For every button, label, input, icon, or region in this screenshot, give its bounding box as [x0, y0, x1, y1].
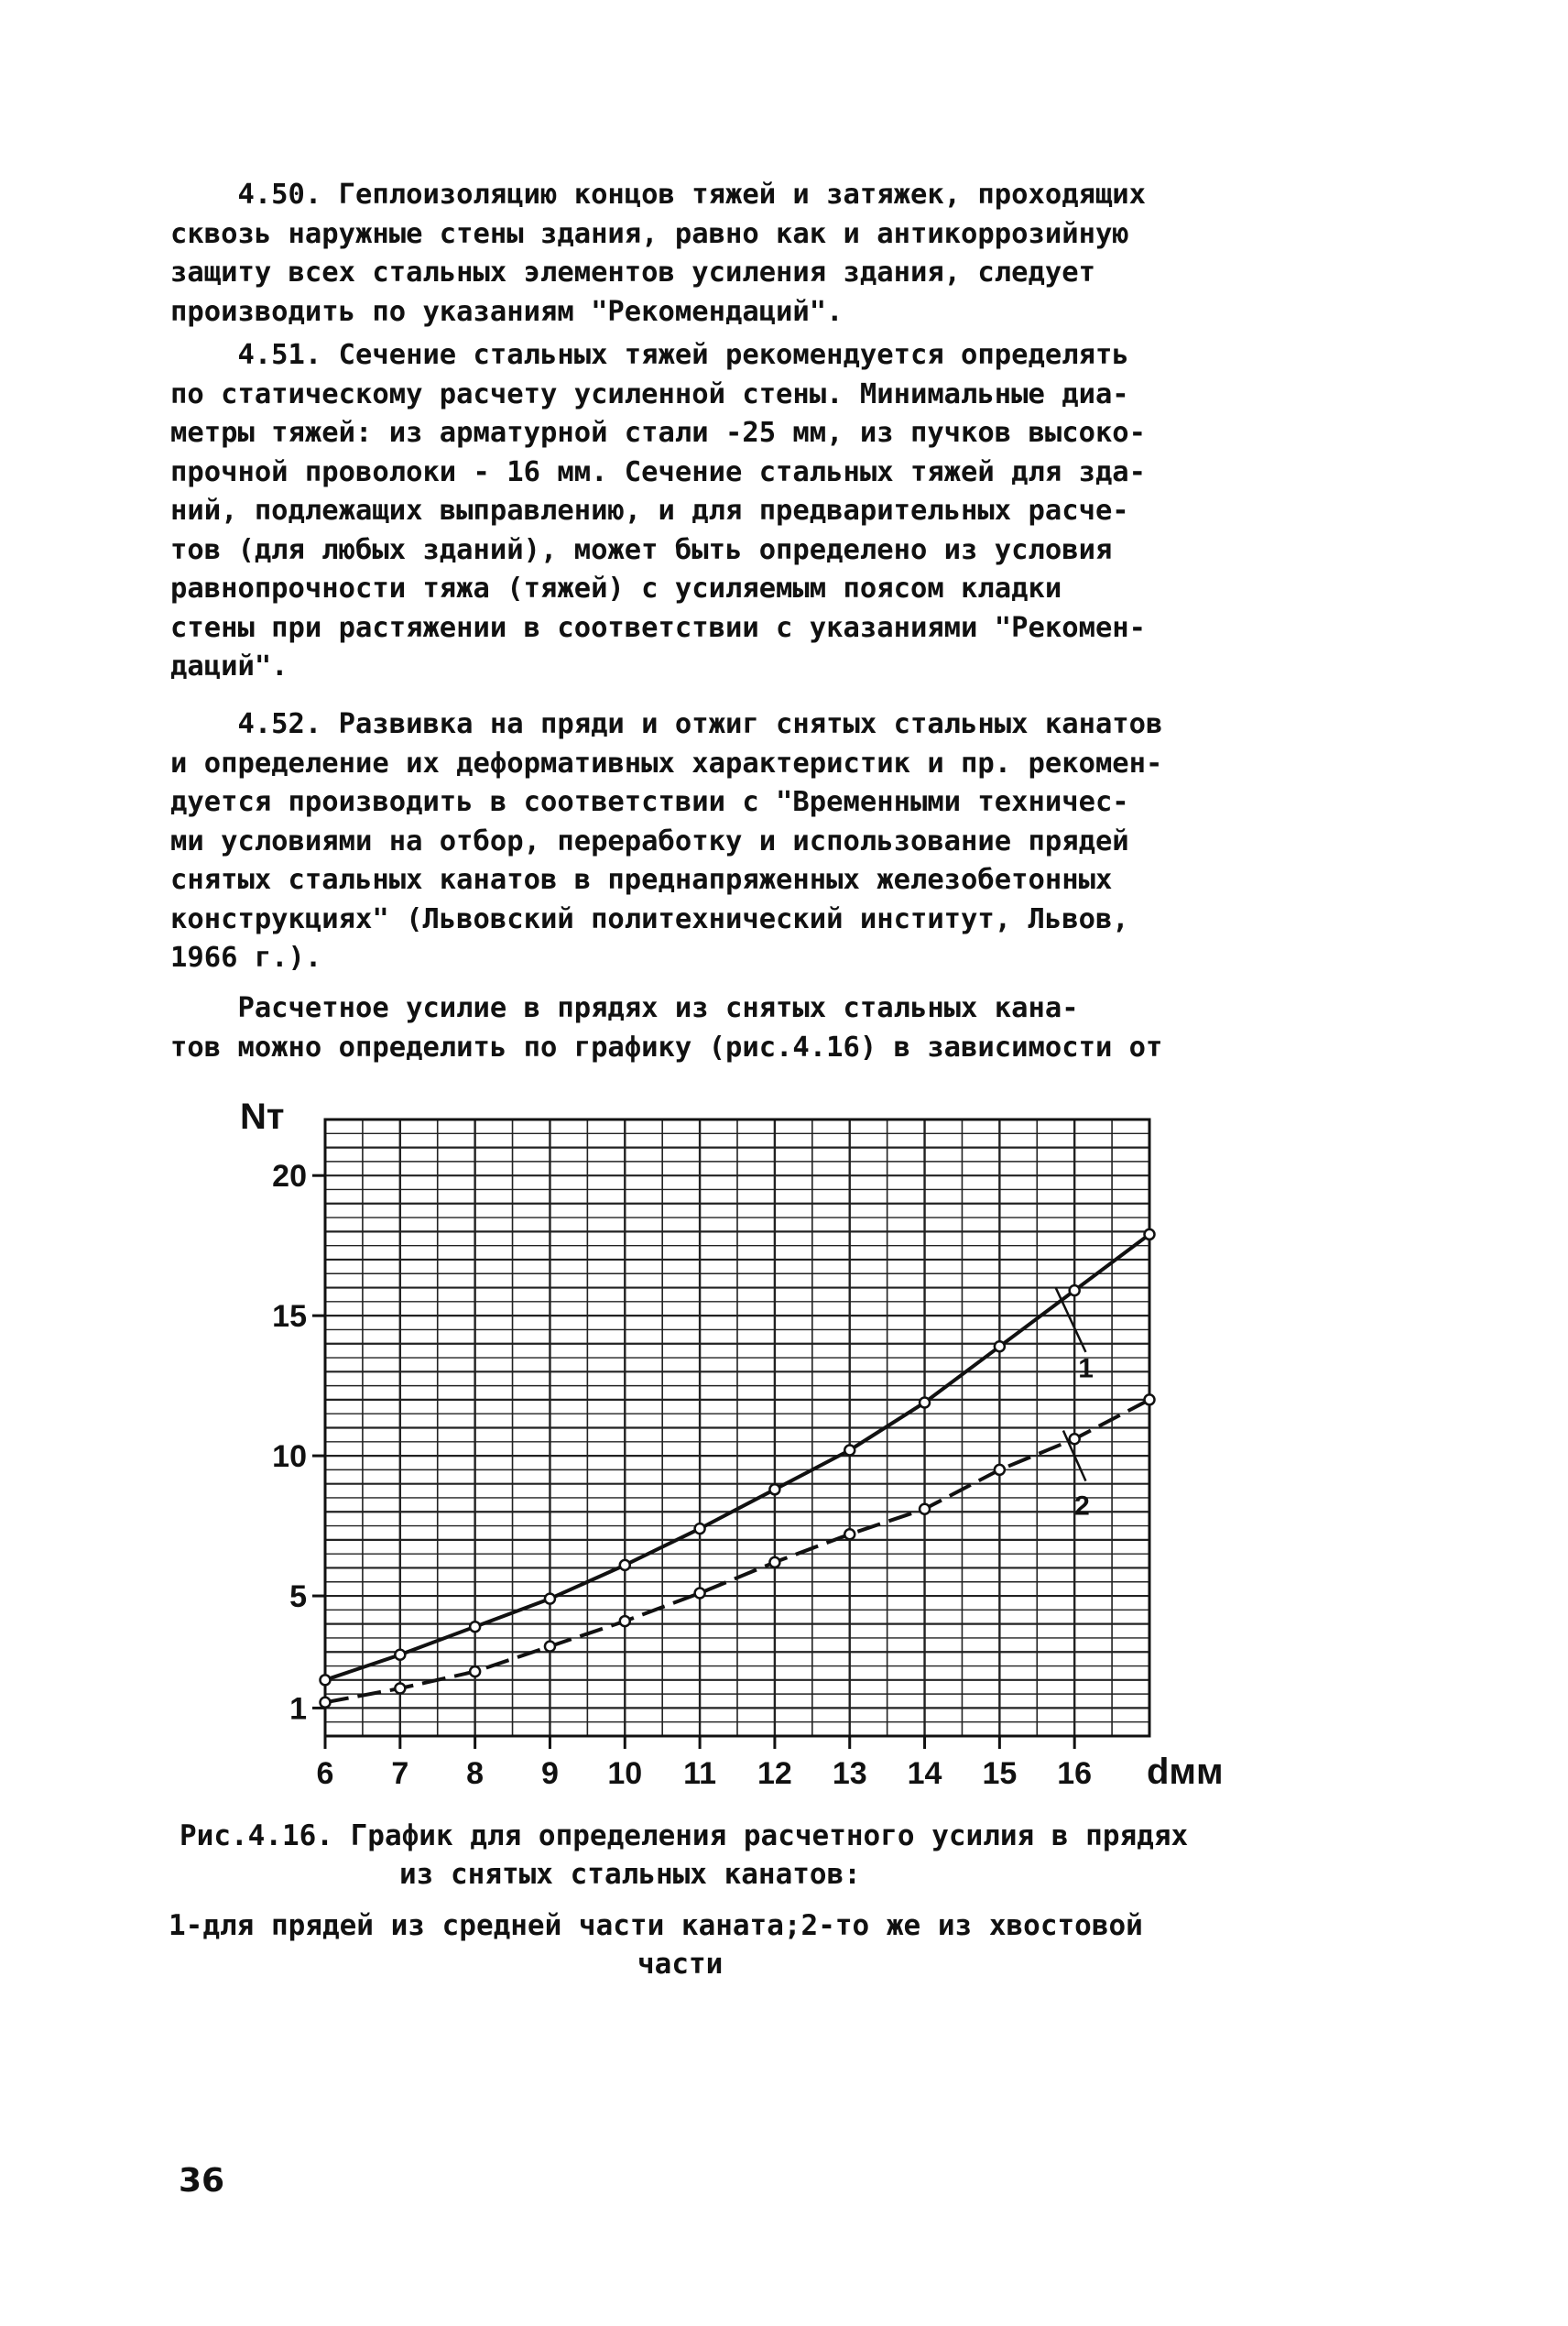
series-1-point — [620, 1560, 630, 1570]
y-axis-title: Nт — [240, 1097, 285, 1137]
text-line: по статическому расчету усиленной стены. Минимальные диа- — [170, 377, 1129, 410]
chart-grid — [325, 1119, 1149, 1736]
text-line: производить по указаниям "Рекомендаций". — [170, 295, 844, 328]
x-axis-title: dмм — [1147, 1752, 1224, 1792]
series-2-point — [321, 1698, 331, 1708]
series-1-point — [769, 1484, 779, 1494]
series-1-point — [1145, 1229, 1155, 1239]
text-line: снятых стальных канатов в преднапряженных железобетонных — [170, 864, 1113, 896]
caption-legend-cont: части — [637, 1948, 724, 1981]
series-1-point — [321, 1675, 331, 1685]
text-line: тов (для любых зданий), может быть определено из условия — [170, 533, 1113, 566]
caption-legend: 1-для прядей из средней части каната;2-то же из хвостовой — [169, 1909, 1143, 1942]
x-tick-label: 10 — [607, 1756, 643, 1791]
x-tick-label: 8 — [466, 1756, 485, 1791]
text-line: 4.50. Геплоизоляцию концов тяжей и затяжек, проходящих — [170, 179, 1147, 211]
text-line: сквозь наружные стены здания, равно как и антикоррозийную — [170, 217, 1129, 250]
series-2-point — [470, 1666, 480, 1676]
series-2-point — [695, 1588, 705, 1598]
series-2-point — [844, 1529, 855, 1539]
series-2-point — [1070, 1434, 1080, 1444]
series-2-point — [920, 1504, 930, 1514]
x-tick-label: 15 — [982, 1756, 1018, 1791]
y-tick-label: 1 — [289, 1691, 307, 1727]
x-tick-label: 13 — [832, 1756, 867, 1791]
caption-title-cont: из снятых стальных канатов: — [399, 1858, 861, 1891]
leader-line-1 — [1056, 1288, 1086, 1352]
text-line: конструкциях" (Львовский политехнический институт, Львов, — [170, 902, 1129, 935]
caption-title: Рис.4.16. График для определения расчетного усилия в прядях — [180, 1819, 1189, 1852]
text-line: и определение их деформативных характеристик и пр. рекомен- — [170, 747, 1163, 780]
series-1-point — [470, 1622, 480, 1632]
text-line: Расчетное усилие в прядях из снятых стальных кана- — [170, 992, 1079, 1024]
text-line: равнопрочности тяжа (тяжей) с усиляемым поясом кладки — [170, 573, 1062, 605]
series-1-point — [1070, 1285, 1080, 1295]
y-tick-label: 15 — [272, 1299, 307, 1335]
series-2-point — [620, 1616, 630, 1626]
x-tick-label: 9 — [540, 1756, 559, 1791]
series-1-point — [395, 1650, 405, 1660]
series-2-point — [1145, 1394, 1155, 1404]
series-1-point — [545, 1594, 555, 1604]
x-tick-label: 16 — [1057, 1756, 1093, 1791]
text-line: 4.52. Развивка на пряди и отжиг снятых стальных канатов — [170, 708, 1163, 740]
series-2-point — [769, 1557, 779, 1567]
y-tick-label: 20 — [272, 1159, 307, 1195]
series-2-point — [395, 1683, 405, 1693]
x-tick-label: 7 — [391, 1756, 409, 1791]
x-tick-label: 6 — [316, 1756, 334, 1791]
series-1-point — [844, 1445, 855, 1455]
text-line: дуется производить в соответствии с "Временными техничес- — [170, 786, 1129, 818]
series-2-point — [995, 1465, 1005, 1475]
text-line: защиту всех стальных элементов усиления здания, следует — [170, 257, 1095, 289]
series-1-point — [695, 1523, 705, 1534]
text-line: даций". — [170, 650, 289, 683]
text-line: тов можно определить по графику (рис.4.16) в зависимости от — [170, 1031, 1163, 1064]
curve-label-2: 2 — [1074, 1491, 1090, 1522]
text-line: 1966 г.). — [170, 942, 322, 974]
x-tick-label: 14 — [907, 1756, 942, 1791]
text-line: ний, подлежащих выправлению, и для предварительных расче- — [170, 495, 1129, 527]
series-1-point — [995, 1341, 1005, 1351]
text-line: 4.51. Сечение стальных тяжей рекомендуется определять — [170, 339, 1129, 371]
series-2-point — [545, 1642, 555, 1652]
figure-caption — [169, 1817, 1416, 1983]
x-tick-label: 12 — [757, 1756, 792, 1791]
page-number: 36 — [179, 2162, 225, 2200]
curve-label-1: 1 — [1078, 1353, 1094, 1384]
text-line: ми условиями на отбор, переработку и использование прядей — [170, 824, 1129, 857]
y-tick-label: 10 — [272, 1439, 307, 1475]
series-1-point — [920, 1397, 930, 1407]
x-tick-label: 11 — [683, 1756, 717, 1791]
text-line: стены при растяжении в соответствии с указаниями "Рекомен- — [170, 611, 1147, 644]
text-line: прочной проволоки - 16 мм. Сечение стальных тяжей для зда- — [170, 455, 1147, 488]
y-tick-label: 5 — [289, 1579, 307, 1615]
text-line: метры тяжей: из арматурной стали -25 мм, из пучков высоко- — [170, 417, 1147, 449]
